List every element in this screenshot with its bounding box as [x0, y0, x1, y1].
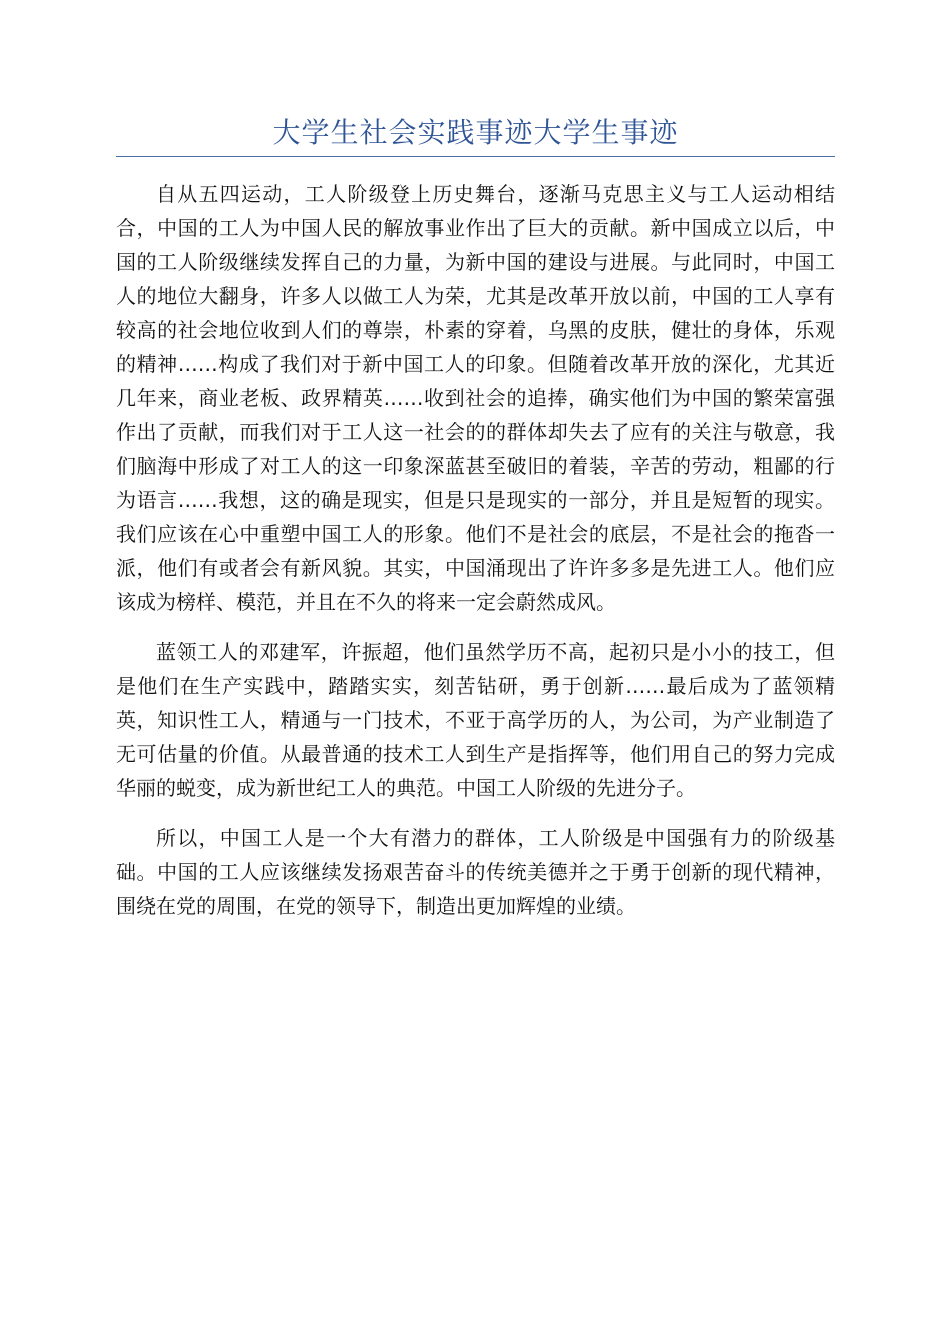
document-title: 大学生社会实践事迹大学生事迹	[272, 116, 679, 149]
paragraph-1: 自从五四运动，工人阶级登上历史舞台，逐渐马克思主义与工人运动相结合，中国的工人为中国人民的解放事业作出了巨大的贡献。新中国成立以后，中国的工人阶级继续发挥自己的力量，为新中国的建设与进展。与此同时，中国工人的地位大翻身，许多人以做工人为荣，尤其是改革开放以前，中国的工人享有较高的社会地位收到人们的尊崇，朴素的穿着，乌黑的皮肤，健壮的身体，乐观的精神……构成了我们对于新中国工人的印象。但随着改革开放的深化，尤其近几年来，商业老板、政界精英……收到社会的追捧，确实他们为中国的繁荣富强作出了贡献，而我们对于工人这一社会的的群体却失去了应有的关注与敬意，我们脑海中形成了对工人的这一印象深蓝甚至破旧的着装，辛苦的劳动，粗鄙的行为语言……我想，这的确是现实，但是只是现实的一部分，并且是短暂的现实。我们应该在心中重塑中国工人的形象。他们不是社会的底层，不是社会的拖沓一派，他们有或者会有新风貌。其实，中国涌现出了许许多多是先进工人。他们应该成为榜样、模范，并且在不久的将来一定会蔚然成风。	[116, 182, 835, 614]
paragraph-3: 所以，中国工人是一个大有潜力的群体，工人阶级是中国强有力的阶级基础。中国的工人应该继续发扬艰苦奋斗的传统美德并之于勇于创新的现代精神，围绕在党的周围，在党的领导下，制造出更加辉煌的业绩。	[116, 826, 835, 918]
title-block	[116, 110, 835, 157]
document-body	[116, 177, 835, 923]
paragraph-2: 蓝领工人的邓建军，许振超，他们虽然学历不高，起初只是小小的技工，但是他们在生产实践中，踏踏实实，刻苦钻研，勇于创新……最后成为了蓝领精英，知识性工人，精通与一门技术，不亚于高学历的人，为公司，为产业制造了无可估量的价值。从最普通的技术工人到生产是指挥等，他们用自己的努力完成华丽的蜕变，成为新世纪工人的典范。中国工人阶级的先进分子。	[116, 640, 835, 800]
